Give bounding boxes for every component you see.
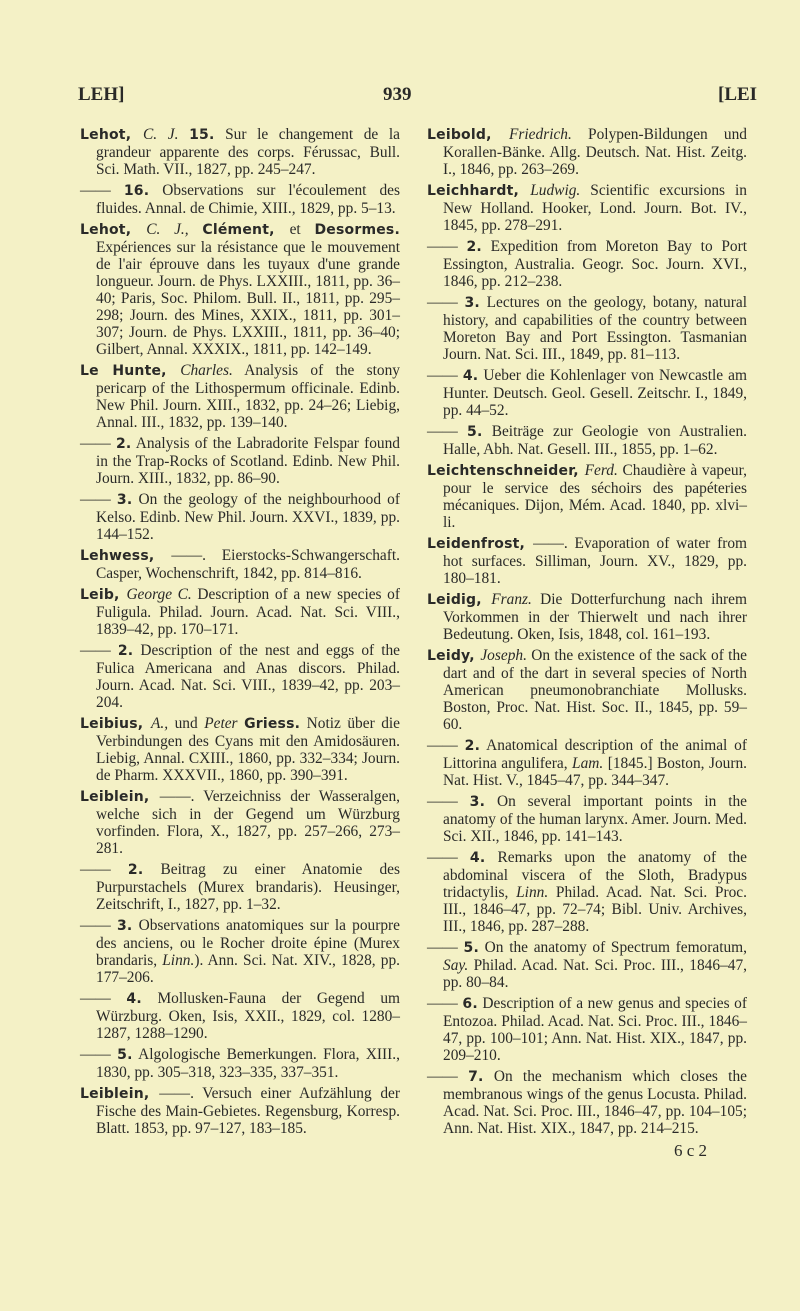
entry-text: ——	[427, 367, 463, 384]
entry-text: ——	[427, 423, 468, 440]
bibliography-entry	[427, 238, 747, 290]
bibliography-entry	[427, 1068, 747, 1137]
entry-bold-text: 2.	[464, 738, 481, 754]
entry-text: Observations anatomiques sur la pourpre des anciens, ou le Rocher droite épine (Murex brandaris,	[96, 917, 400, 969]
entry-text: ——	[80, 435, 116, 452]
entry-italic-text: Linn.	[162, 952, 195, 969]
entry-bold-text: Le Hunte,	[80, 363, 181, 379]
entry-italic-text: Lam.	[572, 755, 604, 772]
bibliography-entry	[80, 221, 400, 358]
entry-text: Algologische Bemerkungen. Flora, XIII., 1830, pp. 305–318, 323–335, 337–351.	[96, 1046, 400, 1081]
entry-bold-text: Leidenfrost,	[427, 536, 534, 552]
entry-text: ——	[80, 642, 118, 659]
entry-text: Philad. Acad. Nat. Sci. Proc. III., 1846–47, pp. 72–74; Bibl. Univ. Archives, III., 1846, pp. 287–288.	[443, 884, 747, 935]
bibliography-entry	[80, 715, 400, 784]
bibliography-entry	[80, 547, 400, 582]
entry-text: ——	[427, 238, 467, 255]
entry-italic-text: Friedrich.	[509, 126, 572, 143]
entry-bold-text: 4.	[126, 991, 142, 1007]
entry-bold-text: 16.	[123, 183, 150, 199]
bibliography-entry	[427, 939, 747, 991]
entry-text: ——	[80, 861, 128, 878]
entry-bold-text: 2.	[117, 643, 134, 659]
entry-bold-text: Lehot,	[80, 222, 147, 238]
entry-italic-text: Say.	[443, 957, 469, 974]
entry-text: ——	[80, 491, 117, 508]
entry-bold-text: Leidy,	[427, 648, 481, 664]
bibliography-entry	[80, 1085, 400, 1137]
entry-text: Mollusken-Fauna der Gegend um Würzburg. Oken, Isis, XXII., 1829, col. 1280–1287, 1288–1290.	[96, 990, 400, 1042]
entry-text: Chaudière à vapeur, pour le service des séchoirs des papéteries mécaniques. Dijon, Mém. Acad. 1840, pp. xlvi–li.	[443, 462, 747, 531]
entry-bold-text: 5.	[463, 940, 479, 956]
entry-bold-text: Clément,	[202, 222, 290, 238]
entry-bold-text: Desormes.	[314, 222, 400, 238]
entry-bold-text: Leibius,	[80, 716, 151, 732]
entry-bold-text: 5.	[467, 424, 483, 440]
entry-text: Observations sur l'écoulement des fluides. Annal. de Chimie, XIII., 1829, pp. 5–13.	[96, 182, 400, 217]
entry-bold-text: 2.	[115, 436, 132, 452]
entry-italic-text: Franz.	[491, 591, 532, 608]
entry-text: Polypen-Bildungen und Korallen-Bänke. Allg. Deutsch. Nat. Hist. Zeitg. I., 1846, pp. 263–269.	[443, 126, 748, 178]
entry-text: Ueber die Kohlenlager von Newcastle am Hunter. Deutsch. Geol. Gesell. Zeitschr. I., 1849, pp. 44–52.	[443, 367, 747, 419]
entry-bold-text: Lehwess,	[80, 548, 172, 564]
entry-text: ——	[80, 990, 127, 1007]
entry-bold-text: Leichhardt,	[427, 183, 531, 199]
entry-bold-text: 5.	[117, 1047, 133, 1063]
entry-italic-text: Linn.	[516, 884, 549, 901]
columns	[0, 126, 800, 1311]
entry-text: ——	[427, 737, 465, 754]
entry-text: Description of a new species of Fuligula. Philad. Journ. Acad. Nat. Sci. VIII., 1839–42, pp. 170–171.	[96, 586, 400, 638]
left-column	[80, 126, 400, 1141]
bibliography-entry	[427, 591, 747, 643]
entry-text: ——. Evaporation of water from hot surfaces. Silliman, Journ. XV., 1829, pp. 180–181.	[443, 535, 747, 587]
entry-text: ——	[427, 849, 470, 866]
entry-text: Analysis of the Labradorite Felspar found in the Trap-Rocks of Scotland. Edinb. New Phil. Journ. XIII., 1832, pp. 86–90.	[96, 435, 400, 487]
bibliography-entry	[80, 788, 400, 857]
bibliography-entry	[427, 737, 747, 789]
entry-text: Remarks upon the anatomy of the abdominal viscera of the Sloth, Bradypus tridactylis,	[443, 849, 747, 901]
entry-text: [1845.] Boston, Journ. Nat. Hist. V., 1845–47, pp. 344–347.	[443, 755, 748, 789]
entry-text: et	[289, 221, 315, 238]
entry-bold-text: Lehot,	[80, 127, 144, 143]
entry-bold-text: 2.	[466, 239, 482, 255]
entry-text: Analysis of the stony pericarp of the Lithospermum officinale. Edinb. New Phil. Journ. XIII., 1832, pp. 24–26; Liebig, Annal. III., 1832, pp. 139–140.	[96, 362, 400, 431]
entry-text: ——	[427, 1068, 469, 1085]
entry-text: Description of a new genus and species of Entozoa. Philad. Acad. Nat. Sci. Proc. III., 1846–47, pp. 100–101; Ann. Nat. Hist. XIX., 1847, pp. 209–210.	[443, 995, 747, 1064]
entry-italic-text: Joseph.	[480, 647, 527, 664]
entry-text: Beiträge zur Geologie von Australien. Halle, Abh. Nat. Gesell. III., 1855, pp. 1–62.	[443, 423, 747, 458]
bibliography-entry	[80, 861, 400, 913]
entry-bold-text: 7.	[468, 1069, 484, 1085]
entry-text: ——. Eierstocks-Schwangerschaft. Casper, Wochenschrift, 1842, pp. 814–816.	[96, 547, 400, 582]
entry-bold-text: 3.	[469, 794, 486, 810]
bibliography-entry	[427, 182, 747, 234]
entry-text: Notiz über die Verbindungen des Cyans mit den Amidosäuren. Liebig, Annal. CXIII., 1860, pp. 332–334; Journ. de Pharm. XXXVII., 1860, pp. 390–391.	[96, 715, 401, 784]
entry-text: On the existence of the sack of the dart and of the dart in several species of North American pneumonobranchiate Mollusks. Boston, Proc. Nat. Hist. Soc. II., 1845, pp. 59–60.	[443, 647, 747, 733]
entry-bold-text: 4.	[469, 850, 486, 866]
entry-bold-text: 4.	[462, 368, 479, 384]
entry-text: Expériences sur la résistance que le mouvement de l'air éprouve dans les tuyaux d'une grande longueur. Journ. de Phys. LXXIII., 1811, pp. 36–40; Paris, Soc. Philom. Bull. II., 1811, pp. 295–298; Journ. des Mines, XXIX., 1811, pp. 301–307; Journ. de Phys. LXXIII., 1811, pp. 36–40; Gilbert, Annal. XXXIX., 1811, pp. 142–149.	[96, 239, 400, 358]
bibliography-entry	[427, 462, 747, 531]
bibliography-entry	[427, 367, 747, 419]
entry-bold-text: 2.	[127, 862, 144, 878]
entry-text: ——. Versuch einer Aufzählung der Fische des Main-Gebietes. Regensburg, Korresp. Blatt. 1853, pp. 97–127, 183–185.	[96, 1085, 400, 1137]
entry-italic-text: Charles.	[180, 362, 233, 379]
entry-text: On the anatomy of Spectrum femoratum,	[478, 939, 747, 956]
bibliography-entry	[80, 642, 400, 711]
entry-text: Expedition from Moreton Bay to Port Essington, Australia. Geogr. Soc. Journ. XVI., 1846, pp. 212–238.	[443, 238, 747, 290]
entry-bold-text: 3.	[464, 295, 480, 311]
entry-italic-text: Ferd.	[584, 462, 618, 479]
running-head-right: [LEI	[718, 84, 758, 105]
entry-text: Anatomical description of the animal of Littorina angulifera,	[443, 737, 747, 772]
entry-text: Philad. Acad. Nat. Sci. Proc. III., 1846–47, pp. 80–84.	[443, 957, 747, 991]
bibliography-entry	[427, 423, 747, 458]
entry-text: ——	[80, 1046, 118, 1063]
entry-text: Die Dotterfurchung nach ihrem Vorkommen in der Thierwelt und nach ihrer Bedeutung. Oken, Isis, 1848, col. 161–193.	[443, 591, 747, 643]
bibliography-entry	[80, 126, 400, 178]
entry-bold-text: Leiblein,	[80, 789, 160, 805]
entry-text: Sur le changement de la grandeur apparente des corps. Férussac, Bull. Sci. Math. VII., 1827, pp. 245–247.	[96, 126, 400, 178]
bibliography-entry	[427, 995, 747, 1064]
page-number: 939	[383, 84, 412, 105]
signature-mark: 6 c 2	[673, 1141, 707, 1160]
entry-italic-text: A.,	[151, 715, 175, 732]
entry-text: Scientific excursions in New Holland. Hooker, Lond. Journ. Bot. IV., 1845, pp. 278–291.	[443, 182, 747, 234]
bibliography-entry	[427, 535, 747, 587]
entry-bold-text: Griess.	[244, 716, 301, 732]
entry-text: ——. Verzeichniss der Wasseralgen, welche sich in der Gegend um Würzburg vorfinden. Flora, X., 1827, pp. 257–266, 273–281.	[96, 788, 400, 857]
bibliography-entry	[80, 362, 400, 431]
bibliography-entry	[80, 990, 400, 1042]
bibliography-entry	[427, 126, 747, 178]
bibliography-entry	[80, 435, 400, 487]
entry-bold-text: Leichtenschneider,	[427, 463, 585, 479]
bibliography-entry	[80, 586, 400, 638]
bibliography-entry	[80, 491, 400, 543]
entry-text: ). Ann. Sci. Nat. XIV., 1828, pp. 177–206.	[96, 952, 400, 986]
entry-bold-text: Leiblein,	[80, 1086, 160, 1102]
bibliography-entry	[80, 182, 400, 217]
bibliography-entry	[427, 647, 747, 733]
entry-italic-text: George C.	[126, 586, 192, 603]
bibliography-entry	[427, 793, 747, 845]
running-head-left: LEH]	[78, 84, 125, 105]
entry-italic-text: C. J.	[143, 126, 179, 143]
entry-text: ——	[427, 939, 464, 956]
entry-text	[178, 126, 189, 143]
entry-text: ——	[427, 294, 465, 311]
entry-text: und	[174, 715, 205, 732]
bibliography-entry	[80, 917, 400, 986]
entry-text: On several important points in the anatomy of the human larynx. Amer. Journ. Med. Sci. XII., 1846, pp. 141–143.	[443, 793, 747, 845]
entry-text: Lectures on the geology, botany, natural history, and capabilities of the country between Moreton Bay and Port Essington. Tasmanian Journ. Nat. Sci. III., 1849, pp. 81–113.	[443, 294, 747, 363]
entry-text: Beitrag zu einer Anatomie des Purpurstachels (Murex brandaris). Heusinger, Zeitschrift, I., 1827, pp. 1–32.	[96, 861, 400, 913]
right-column	[427, 126, 747, 1161]
entry-bold-text: 3.	[116, 918, 133, 934]
entry-italic-text: C. J.,	[146, 221, 203, 238]
entry-bold-text: 6.	[462, 996, 478, 1012]
entry-text: ——	[80, 182, 124, 199]
left-entries	[80, 126, 400, 1137]
entry-text: ——	[427, 793, 470, 810]
entry-text: Description of the nest and eggs of the Fulica Americana and Anas discors. Philad. Journ. Acad. Nat. Sci. VIII., 1839–42, pp. 203–204.	[96, 642, 400, 711]
entry-bold-text: Leibold,	[427, 127, 510, 143]
entry-italic-text: Peter	[204, 715, 245, 732]
entry-italic-text: Ludwig.	[530, 182, 581, 199]
bibliography-entry	[427, 294, 747, 363]
bibliography-entry	[427, 849, 747, 935]
bibliography-entry	[80, 1046, 400, 1081]
right-entries	[427, 126, 747, 1137]
entry-text: On the geology of the neighbourhood of Kelso. Edinb. New Phil. Journ. XXVI., 1839, pp. 144–152.	[96, 491, 400, 543]
entry-bold-text: 3.	[116, 492, 133, 508]
entry-bold-text: Leib,	[80, 587, 127, 603]
entry-text: On the mechanism which closes the membranous wings of the genus Locusta. Philad. Acad. Nat. Sci. Proc. III., 1846–47, pp. 104–105; Ann. Nat. Hist. XIX., 1847, pp. 214–215.	[443, 1068, 747, 1137]
entry-text: ——	[80, 917, 117, 934]
entry-bold-text: Leidig,	[427, 592, 492, 608]
entry-bold-text: 15.	[189, 127, 215, 143]
entry-text: ——	[427, 995, 463, 1012]
